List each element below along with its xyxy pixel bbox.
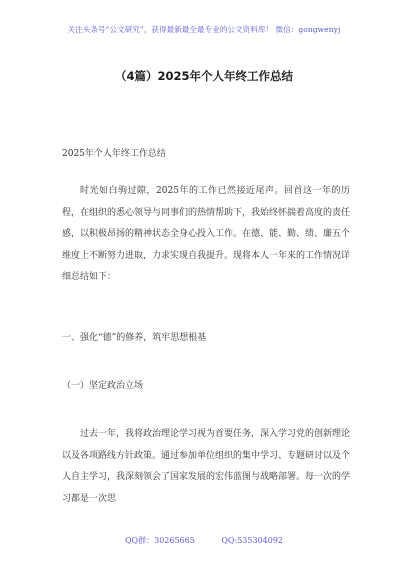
section-heading-1: 一、强化“德”的修养，筑牢思想根基 [62,333,207,343]
page-header-banner: 关注头条号“公文研究”，获得最新最全最专业的公文资料库！ 微信：gongwenyj [67,25,341,34]
page-footer [0,535,408,546]
intro-paragraph: 时光如白驹过隙，2025年的工作已然接近尾声。回首这一年的历程，在组织的悉心领导与同事们的热情帮助下，我始终怀揣着高度的责任感，以积极昂扬的精神状态全身心投入工作。在德、能、勤、绩、廉五个维度上不断努力进取，力求实现自我提升。现将本人一年来的工作情况详细总结如下： [62,186,351,282]
subsection-heading-1-1: （一）坚定政治立场 [62,381,144,391]
document-title: （4篇）2025年个人年终工作总结 [114,69,293,83]
footer-qq-contact: QQ:535304092 [221,536,283,545]
footer-qq-group: QQ群：30265665 [124,536,195,545]
document-subtitle: 2025年个人年终工作总结 [62,149,166,159]
body-paragraph: 过去一年，我将政治理论学习视为首要任务，深入学习党的创新理论以及各项路线方针政策。通过参加单位组织的集中学习、专题研讨以及个人自主学习，我深刻领会了国家发展的宏伟蓝图与战略部署。每一次的学习都是一次思 [62,429,351,504]
